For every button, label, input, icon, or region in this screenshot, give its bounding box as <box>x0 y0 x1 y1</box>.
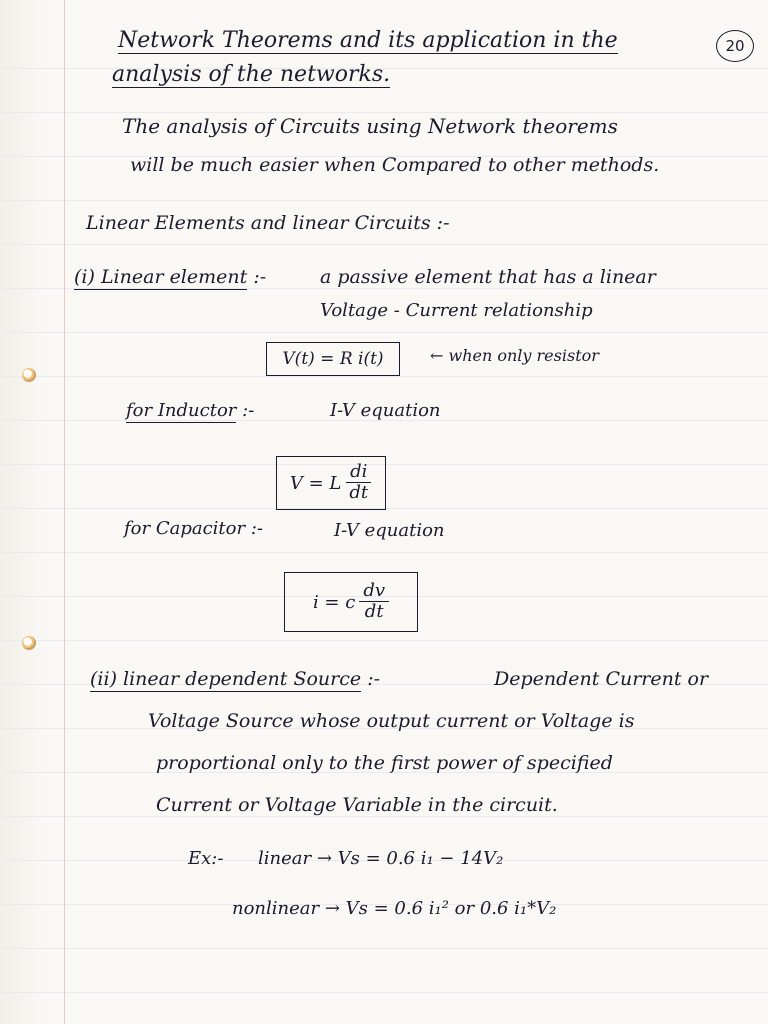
inductor-equation-lhs: V = L <box>289 472 342 494</box>
capacitor-numerator: dv <box>359 582 389 602</box>
inductor-separator: :- <box>242 400 255 421</box>
ruled-line <box>0 200 768 201</box>
ruled-line <box>0 552 768 553</box>
resistor-equation-box <box>266 342 400 376</box>
example-nonlinear: nonlinear → Vs = 0.6 i₁² or 0.6 i₁*V₂ <box>232 898 557 919</box>
inductor-numerator: di <box>346 463 371 483</box>
margin-line <box>64 0 65 1024</box>
ruled-line <box>0 332 768 333</box>
capacitor-label: for Capacitor <box>124 518 246 539</box>
item2-text-line-3: proportional only to the first power of specified <box>156 752 613 774</box>
capacitor-separator: :- <box>250 518 263 539</box>
section-heading: Linear Elements and linear Circuits :- <box>86 212 450 234</box>
page-title <box>118 28 618 53</box>
ruled-line <box>0 948 768 949</box>
capacitor-fraction <box>359 582 389 622</box>
title-line-2: analysis of the networks. <box>112 62 391 87</box>
example-label: Ex:- <box>188 848 224 869</box>
inductor-denominator: dt <box>349 482 369 504</box>
capacitor-description: I-V equation <box>334 520 445 541</box>
item1-text-line-2: Voltage - Current relationship <box>320 300 593 321</box>
ruled-line <box>0 244 768 245</box>
capacitor-heading <box>124 518 263 539</box>
item2-text-line-4: Current or Voltage Variable in the circuit. <box>156 794 558 816</box>
capacitor-equation-lhs: i = c <box>312 591 356 613</box>
ruled-line <box>0 112 768 113</box>
ruled-line <box>0 816 768 817</box>
resistor-equation: V(t) = R i(t) <box>282 349 384 369</box>
title-line-1: Network Theorems and its application in the <box>118 28 618 53</box>
capacitor-denominator: dt <box>364 601 384 623</box>
item2-text-line-1: Dependent Current or <box>494 668 709 690</box>
item2-text-line-2: Voltage Source whose output current or Voltage is <box>148 710 635 732</box>
capacitor-equation-box <box>284 572 418 632</box>
binder-hole <box>22 636 36 650</box>
resistor-note: ← when only resistor <box>430 346 599 365</box>
binder-hole <box>22 368 36 382</box>
inductor-description: I-V equation <box>330 400 441 421</box>
example-linear: linear → Vs = 0.6 i₁ − 14V₂ <box>258 848 504 869</box>
item2-separator: :- <box>367 668 381 690</box>
inductor-fraction <box>345 463 372 503</box>
page-number: 20 <box>725 37 745 55</box>
item2-label: (ii) linear dependent Source <box>90 668 362 690</box>
page-title-line-2 <box>112 62 390 87</box>
ruled-line <box>0 376 768 377</box>
ruled-line <box>0 992 768 993</box>
inductor-equation-box <box>276 456 386 510</box>
item1-heading <box>74 266 266 288</box>
intro-line-2: will be much easier when Compared to other methods. <box>130 154 660 176</box>
item2-heading <box>90 668 380 690</box>
item1-label: (i) Linear element <box>74 266 248 288</box>
inductor-label: for Inductor <box>126 400 237 421</box>
inductor-heading <box>126 400 254 421</box>
ruled-line <box>0 640 768 641</box>
item1-text-line-1: a passive element that has a linear <box>320 266 656 288</box>
page-number-badge <box>716 30 754 62</box>
intro-line-1: The analysis of Circuits using Network theorems <box>122 114 618 138</box>
item1-separator: :- <box>253 266 267 288</box>
